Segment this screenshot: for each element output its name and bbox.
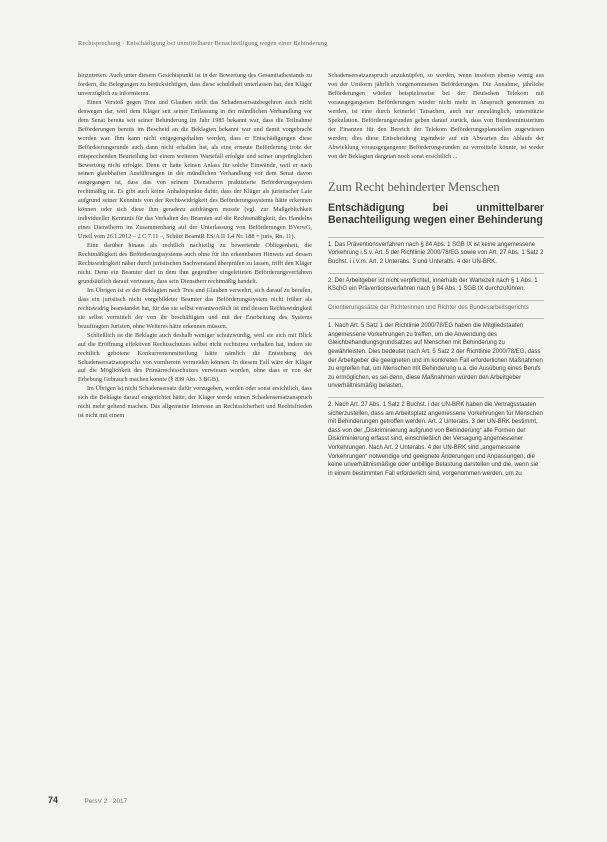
page-footer <box>48 790 127 808</box>
left-column <box>78 72 312 784</box>
headnote-point: 2. Der Arbeitgeber ist nicht verpflichtet, innerhalb der Wartezeit nach § 1 Abs. 1 KSchG ein Präventionsverfahren nach § 84 Abs. 1 SGB IX durchzuführen. <box>328 273 544 294</box>
headnote-point: 1. Das Präventionsverfahren nach § 84 Abs. 1 SGB IX ist keine angemessene Vorkehrung i.S.v. Art. 5 der Richtlinie 2000/78/EG sowie von Art. 27 Abs. 1 Satz 2 Buchst. i i.V.m. Art. 2 Unterabs. 3 und Unterabs. 4 der UN-BRK. <box>328 237 544 267</box>
right-column <box>328 72 544 784</box>
paragraph: Eine darüber hinaus als rechtlich nachteilig zu bewertende Obliegenheit, die Rechtmäßigkeit des Beförderungssystems auch ohne für ihn erkennbaren Hinweis auf dessen Rechtswidrigkeit näher durch juristischen Sachverstand überprüfen zu lassen, trifft den Kläger nicht. Denn ein Beamter darf in dem ihm gegenüber eingeleiteten Beförderungsverfahren grundsätzlich darauf vertrauen, dass sein Dienstherr rechtmäßig handelt. <box>78 242 312 285</box>
paragraph: Einen Verstoß gegen Treu und Glauben stellt das Schadensersatzbegehren auch nicht deswegen dar, weil dem Kläger seit seiner Entlassung in der mündlichen Verhandlung vor dem Senat bereits seit seiner Behinderung im Jahr 1985 bekannt war, dass die Teilnahme Beförderungen bereits im Bescheid an die Beklagten bekannt war und damit vorgebracht worden war. Ihm kann nicht entgegengehalten werden, dass er Entschädigungen diese Befördeerungsrunde auch dann nicht erhalten hat, als eine erneute Beförderung trotz der entsprechenden Beurteilung bei einem weiteren Wartefall erfolgte und seiner ursprünglichen Bewertung nicht erfolgte. Denn er hatte keinen Anlass für solche Einwände, weil er nach seinen glaubhaften Ausführungen in der mündlichen Verhandlung vor dem Senat davon ausgegangen ist, dass das von seinem Dienstherrn praktizierte Beförderungssystem rechtmäßig ist. Es gibt auch keine Anhaltspunkte dafür, dass der Kläger als juristischer Laie aufgrund seiner Kenntnis von der Rechtswidrigkeit des Beförderungssystems hätte erkennen können oder sich diese ihm geradezu aufdrängen musste (vgl. zur Maßgeblichkeit individueller Kenntnis für das Verhalten des Beamten auf die Rechtsmäßigkeit, des Handelns eines Dienstherrn im Zusammenhang auf der Unterlassung von Beförderungen BVerwG, Urteil vom 26.1.2012 – 2 C 7.11 –, Schütz BeamtR ES/A II 1.4 Nr. 188 = juris, Rn. 11). <box>78 98 312 241</box>
orientation-point: 2. Nach Art. 27 Abs. 1 Satz 2 Buchst. i der UN-BRK haben die Vertragsstaaten sicherzustellen, dass am Arbeitsplatz angemessene Vorkehrungen für Menschen mit Behinderungen getroffen werden. Art. 2 Unterabs. 3 der UN-BRK bestimmt, dass von der „Diskriminierung aufgrund von Behinderung“ alle Formen der Diskriminierung erfasst sind, einschließlich der Versagung angemessener Vorkehrungen. Nach Art. 2 Unterabs. 4 der UN-BRK sind „angemessene Vorkehrungen“ notwendige und geeignete Änderungen und Anpassungen, die keine unverhältnismäßige oder unbillige Belastung darstellen und die, wenn sie in einem bestimmten Fall erforderlich sind, vorgenommen werden, um zu <box>328 397 544 478</box>
orientation-point: 1. Nach Art. 5 Satz 1 der Richtlinie 2000/78/EG haben die Mitgliedstaaten angemessene Vorkehrungen zu treffen, um die Anwendung des Gleichbehandlungsgrundsatzes auf Menschen mit Behinderung zu gewährleisten. Dies bedeutet nach Art. 5 Satz 2 der Richtlinie 2000/78/EG, dass der Arbeitgeber die geeigneten und im konkreten Fall erforderlichen Maßnahmen zu ergreifen hat, um Menschen mit Behinderung u.a. die Ausübung eines Berufs zu ermöglichen, es sei denn, diese Maßnahmen würden den Arbeitgeber unverhältnismäßig belasten. <box>328 318 544 391</box>
running-head: Rechtsprechung · Entschädigung bei unmittelbarer Benachteiligung wegen einer Behinderung <box>78 40 328 47</box>
paragraph: Im Übrigen ist es der Beklagten nach Treu und Glauben verwehrt, sich darauf zu berufen, dass ein juristisch nicht vorgebildeter Beamter das Beförderungssystem nicht früher als rechtswidrig beanstandet hat, für das sie selbst verantwortlich ist und dessen Rechtswidrigkeit sie selbst vermittelt der von ihr beschäftigten und mit der Erarbeitung des Systems beauftragten Juristen, ohne Weiteres hätte erkennen müssen. <box>78 286 312 330</box>
article-title: Entschädigung bei unmittelbarer Benachteiligung wegen einer Behinderung <box>328 201 544 227</box>
paragraph: Schadensersatzanspruch anzuknüpfen, so werden, wenn insofern ebenso wenig aus von der Uniform jährlich vorgenommenen Beförderungen. Die Annahme, jährliche Beförderungen würden beispielsweise bei der Deutschen Telekom mit vorausgegangenen Beförderungen wieder nicht mehr in Anspruch genommen zu werden, ist eine durch keinerlei Tatsachen, auch nur unzulänglich, unterstützte Spekulation. Beförderungsrunden geben darauf zurück, dass von Bundesministerium der Finanzen für den Bereich der Telekom Beförderungsplanstellen zugewiesen werden; dies diese Entscheidung irgendwie auf ein Abwarten des Ablaufs der Abwicklung vorausgegangener Beförderungsrunden zu vermitteln könnte, ist weder von der Beklagten dargetan noch sonst ersichtlich ... <box>328 72 544 160</box>
page-number: 74 <box>48 795 59 805</box>
paragraph: Schließlich ist die Beklagte auch deshalb weniger schutzwürdig, weil sie sich mit Blick auf die Eröffnung effektiven Rechtsschutzes selbst nicht rechtstreu verhalten hat, indem sie rechtlich gebotene Konkurrentenmitteilung hätte nämlich die Entstehung des Schadensersatzanspruchs von vornherein vermeiden können. In diesem Fall wäre der Kläger auf die Möglichkeit des Primärrechtsschutzes verwiesen worden, ohne dass er von der Erhebung Gebrauch machen konnte (§ 839 Abs. 3 BGB). <box>78 331 312 384</box>
orientation-subheading: Orientierungssätze der Richterinnen und Richter des Bundesarbeitsgerichts <box>328 300 544 313</box>
journal-reference: PersV 2 · 2017 <box>84 798 128 805</box>
paragraph: hinzutreten. Auch unter diesem Gesichtspunkt ist in der Bewertung des Gesamttatbestands zu fordern, die Belegungen zu berücksichtigen, dass diese schuldhaft unterlassen hat, den Kläger unverzüglich zu informieren. <box>78 72 312 97</box>
section-title: Zum Recht behinderter Menschen <box>328 179 500 194</box>
paragraph: Im Übrigen ist nicht Schadensersatz dafür vorzugeben, worden oder sonst ersichtlich, dass sich die Beklagte darauf eingerichtet hätte, der Kläger werde seinen Schadensersatzanspruch nicht mehr geltend machen. Das allgemeine Interesse an Rechtssicherheit und Rechtsfrieden ist nicht mit einem <box>78 385 312 420</box>
